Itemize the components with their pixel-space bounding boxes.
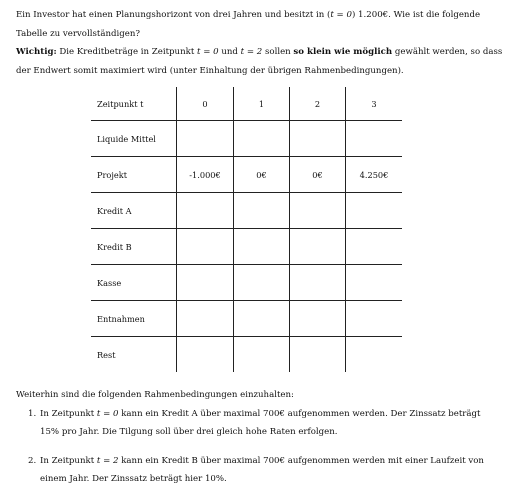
table-cell: [234, 229, 290, 265]
table-cell: [290, 193, 346, 229]
intro-text: [16, 6, 506, 80]
header-cell: 0: [177, 87, 234, 121]
important-label: Wichtig:: [16, 47, 57, 57]
table-cell: [346, 193, 403, 229]
row-label: Kredit A: [91, 193, 177, 229]
table-cell: [234, 301, 290, 337]
table-row: [91, 121, 402, 157]
table-cell: [346, 229, 403, 265]
table-cell: [290, 265, 346, 301]
table-cell: [177, 121, 234, 157]
intro-text-part: Ein Investor hat einen Planungshorizont von drei Jahren und besitzt in (: [16, 10, 331, 20]
table-cell: [346, 337, 403, 373]
table-cell: [346, 301, 403, 337]
important-text-part: und: [218, 47, 241, 57]
header-cell-label: Zeitpunkt t: [91, 87, 177, 121]
condition-text-part: In Zeitpunkt: [40, 409, 97, 419]
math-expression: t = 2: [240, 47, 263, 57]
table-header-row: [91, 87, 402, 121]
condition-text: [40, 405, 496, 441]
header-cell: 3: [346, 87, 403, 121]
table-row: [91, 301, 402, 337]
condition-item-1: [28, 405, 496, 441]
table-cell: [234, 193, 290, 229]
intro-text-part: ) 1.200€. Wie ist die folgende Tabelle zu vervollständigen?: [16, 10, 481, 39]
table-cell: [177, 229, 234, 265]
table-cell: [177, 193, 234, 229]
table-cell: [290, 121, 346, 157]
conditions-intro-text: Weiterhin sind die folgenden Rahmenbedingungen einzuhalten:: [16, 390, 294, 400]
table-cell: [234, 265, 290, 301]
math-expression: t = 0: [96, 409, 119, 419]
list-number: 1.: [28, 409, 37, 419]
table-cell: 0€: [290, 157, 346, 193]
intro-paragraph: [16, 6, 506, 43]
table-row: [91, 157, 402, 193]
row-label: Projekt: [91, 157, 177, 193]
row-label: Rest: [91, 337, 177, 373]
row-label: Entnahmen: [91, 301, 177, 337]
important-paragraph: [16, 43, 506, 80]
conditions-intro: [16, 386, 506, 404]
math-expression: t = 0: [330, 10, 352, 20]
row-label: Kredit B: [91, 229, 177, 265]
table-row: [91, 337, 402, 373]
table-cell: [290, 301, 346, 337]
condition-text: [40, 452, 496, 488]
condition-text-part: In Zeitpunkt: [40, 456, 97, 466]
table-cell: 0€: [234, 157, 290, 193]
table-cell: [346, 265, 403, 301]
important-text-part: gewählt werden, so dass der Endwert somit maximiert wird (unter Einhaltung der übrigen Rahmenbedingungen).: [16, 47, 503, 76]
table-cell: [346, 121, 403, 157]
table-cell: [234, 337, 290, 373]
table-cell: -1.000€: [177, 157, 234, 193]
table-cell: 4.250€: [346, 157, 403, 193]
table-row: [91, 193, 402, 229]
condition-text-part: kann ein Kredit A über maximal 700€ aufgenommen werden. Der Zinssatz beträgt 15% pro Jahr. Die Tilgung soll über drei gleich hohe Raten erfolgen.: [40, 409, 481, 437]
row-label: Liquide Mittel: [91, 121, 177, 157]
table-cell: [177, 337, 234, 373]
table-row: [91, 229, 402, 265]
important-text-part: Die Kreditbeträge in Zeitpunkt: [56, 47, 198, 57]
condition-text-part: kann ein Kredit B über maximal 700€ aufgenommen werden mit einer Laufzeit von einem Jahr. Der Zinssatz beträgt hier 10%.: [40, 456, 484, 484]
table-cell: [177, 301, 234, 337]
math-expression: t = 2: [96, 456, 119, 466]
important-emphasis: so klein wie möglich: [293, 47, 393, 57]
condition-item-2: [28, 452, 496, 488]
list-number: 2.: [28, 456, 37, 466]
row-label: Kasse: [91, 265, 177, 301]
header-cell: 2: [290, 87, 346, 121]
table-cell: [290, 229, 346, 265]
table-row: [91, 265, 402, 301]
important-text-part: sollen: [262, 47, 294, 57]
planning-table: [91, 87, 402, 372]
table-cell: [234, 121, 290, 157]
math-expression: t = 0: [197, 47, 219, 57]
table-cell: [177, 265, 234, 301]
table-cell: [290, 337, 346, 373]
header-cell: 1: [234, 87, 290, 121]
